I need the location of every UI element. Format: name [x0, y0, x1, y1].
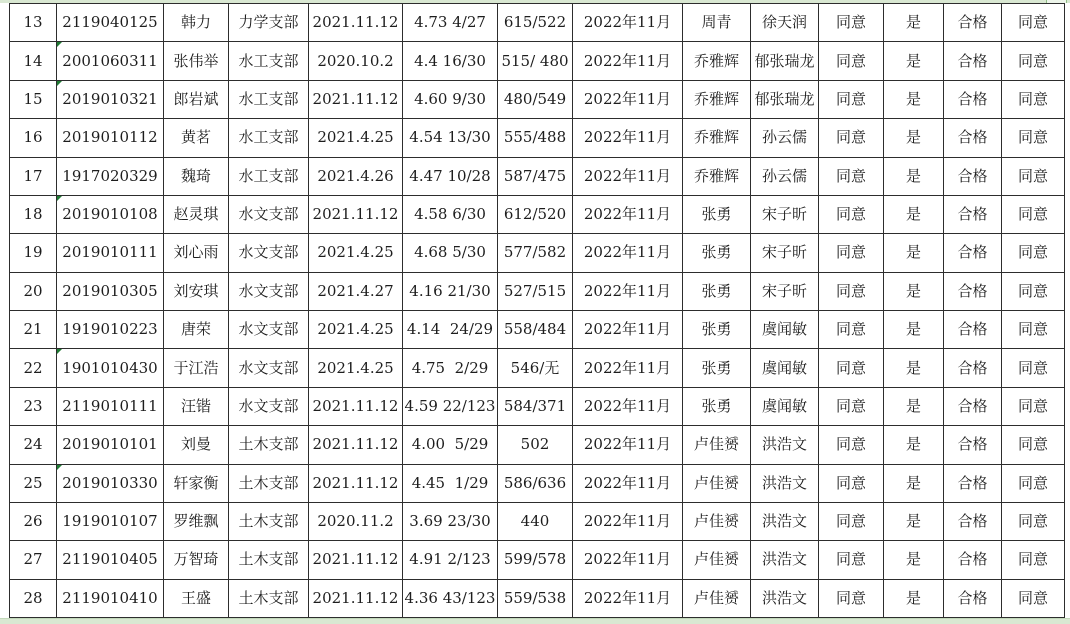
cell-branch[interactable]: 土木支部: [229, 464, 309, 502]
cell-reviewer-2[interactable]: 洪浩文: [751, 579, 819, 617]
cell-student-id[interactable]: 2019010321: [57, 80, 164, 118]
cell-date[interactable]: 2021.4.27: [309, 272, 403, 310]
cell-row-number[interactable]: 23: [10, 387, 57, 425]
cell-gpa-rank[interactable]: 4.45 1/29: [403, 464, 498, 502]
cell-name[interactable]: 魏琦: [164, 157, 229, 195]
cell-reviewer-1[interactable]: 周青: [683, 4, 751, 42]
cell-opinion-2[interactable]: 同意: [1002, 272, 1065, 310]
cell-branch[interactable]: 土木支部: [229, 541, 309, 579]
cell-gpa-rank[interactable]: 4.47 10/28: [403, 157, 498, 195]
cell-date[interactable]: 2021.11.12: [309, 426, 403, 464]
cell-reviewer-1[interactable]: 卢佳赟: [683, 579, 751, 617]
cell-confirmation[interactable]: 是: [884, 119, 944, 157]
cell-review-month[interactable]: 2022年11月: [573, 42, 683, 80]
cell-row-number[interactable]: 24: [10, 426, 57, 464]
cell-reviewer-2[interactable]: 虞闻敏: [751, 387, 819, 425]
cell-branch[interactable]: 水文支部: [229, 349, 309, 387]
cell-reviewer-2[interactable]: 徐天润: [751, 4, 819, 42]
cell-score-pair[interactable]: 440: [498, 502, 573, 540]
cell-reviewer-2[interactable]: 洪浩文: [751, 541, 819, 579]
cell-date[interactable]: 2021.4.25: [309, 119, 403, 157]
cell-student-id[interactable]: 2019010305: [57, 272, 164, 310]
cell-confirmation[interactable]: 是: [884, 464, 944, 502]
cell-student-id[interactable]: 2019010112: [57, 119, 164, 157]
cell-qualification[interactable]: 合格: [944, 579, 1002, 617]
cell-confirmation[interactable]: 是: [884, 502, 944, 540]
cell-qualification[interactable]: 合格: [944, 119, 1002, 157]
cell-name[interactable]: 刘曼: [164, 426, 229, 464]
cell-opinion-2[interactable]: 同意: [1002, 349, 1065, 387]
table-row: [10, 42, 1065, 80]
cell-review-month[interactable]: 2022年11月: [573, 80, 683, 118]
cell-qualification[interactable]: 合格: [944, 541, 1002, 579]
cell-student-id[interactable]: 1917020329: [57, 157, 164, 195]
cell-date[interactable]: 2020.11.2: [309, 502, 403, 540]
cell-reviewer-2[interactable]: 宋子昕: [751, 272, 819, 310]
cell-opinion-1[interactable]: 同意: [819, 195, 884, 233]
cell-qualification[interactable]: 合格: [944, 195, 1002, 233]
cell-branch[interactable]: 水文支部: [229, 234, 309, 272]
table-row: [10, 464, 1065, 502]
cell-gpa-rank[interactable]: 4.73 4/27: [403, 4, 498, 42]
cell-opinion-2[interactable]: 同意: [1002, 42, 1065, 80]
cell-confirmation[interactable]: 是: [884, 387, 944, 425]
cell-student-id[interactable]: 2019010330: [57, 464, 164, 502]
cell-date[interactable]: 2021.4.25: [309, 234, 403, 272]
cell-row-number[interactable]: 22: [10, 349, 57, 387]
cell-confirmation[interactable]: 是: [884, 234, 944, 272]
cell-reviewer-1[interactable]: 卢佳赟: [683, 541, 751, 579]
cell-reviewer-1[interactable]: 卢佳赟: [683, 426, 751, 464]
cell-row-number[interactable]: 18: [10, 195, 57, 233]
cell-score-pair[interactable]: 502: [498, 426, 573, 464]
cell-reviewer-1[interactable]: 张勇: [683, 387, 751, 425]
cell-student-id[interactable]: 2019010108: [57, 195, 164, 233]
cell-confirmation[interactable]: 是: [884, 80, 944, 118]
cell-score-pair[interactable]: 577/582: [498, 234, 573, 272]
cell-row-number[interactable]: 17: [10, 157, 57, 195]
cell-date[interactable]: 2021.11.12: [309, 541, 403, 579]
cell-confirmation[interactable]: 是: [884, 426, 944, 464]
cell-reviewer-2[interactable]: 郁张瑞龙: [751, 80, 819, 118]
cell-name[interactable]: 刘安琪: [164, 272, 229, 310]
table-row: [10, 579, 1065, 617]
cell-name[interactable]: 轩家衡: [164, 464, 229, 502]
cell-reviewer-2[interactable]: 洪浩文: [751, 426, 819, 464]
cell-branch[interactable]: 水工支部: [229, 80, 309, 118]
cell-name[interactable]: 万智琦: [164, 541, 229, 579]
cell-date[interactable]: 2021.4.26: [309, 157, 403, 195]
table-row: [10, 349, 1065, 387]
table-row: [10, 195, 1065, 233]
cell-date[interactable]: 2021.11.12: [309, 195, 403, 233]
cell-reviewer-2[interactable]: 孙云儒: [751, 119, 819, 157]
cell-name[interactable]: 于江浩: [164, 349, 229, 387]
cell-review-month[interactable]: 2022年11月: [573, 579, 683, 617]
cell-score-pair[interactable]: 558/484: [498, 311, 573, 349]
cell-name[interactable]: 郎岩斌: [164, 80, 229, 118]
cell-date[interactable]: 2021.4.25: [309, 311, 403, 349]
cell-reviewer-2[interactable]: 洪浩文: [751, 464, 819, 502]
cell-gpa-rank[interactable]: 4.91 2/123: [403, 541, 498, 579]
cell-confirmation[interactable]: 是: [884, 541, 944, 579]
cell-score-pair[interactable]: 612/520: [498, 195, 573, 233]
cell-branch[interactable]: 水工支部: [229, 157, 309, 195]
cell-row-number[interactable]: 28: [10, 579, 57, 617]
cell-student-id[interactable]: 2019010111: [57, 234, 164, 272]
cell-reviewer-1[interactable]: 乔雅辉: [683, 80, 751, 118]
cell-reviewer-2[interactable]: 宋子昕: [751, 195, 819, 233]
table-row: [10, 387, 1065, 425]
cell-branch[interactable]: 水文支部: [229, 311, 309, 349]
cell-opinion-2[interactable]: 同意: [1002, 579, 1065, 617]
cell-name[interactable]: 王盛: [164, 579, 229, 617]
cell-qualification[interactable]: 合格: [944, 387, 1002, 425]
cell-reviewer-2[interactable]: 郁张瑞龙: [751, 42, 819, 80]
cell-gpa-rank[interactable]: 4.14 24/29: [403, 311, 498, 349]
cell-name[interactable]: 唐荣: [164, 311, 229, 349]
cell-name[interactable]: 赵灵琪: [164, 195, 229, 233]
cell-reviewer-1[interactable]: 卢佳赟: [683, 464, 751, 502]
cell-opinion-1[interactable]: 同意: [819, 426, 884, 464]
cell-branch[interactable]: 水文支部: [229, 195, 309, 233]
cell-row-number[interactable]: 21: [10, 311, 57, 349]
cell-reviewer-1[interactable]: 张勇: [683, 234, 751, 272]
cell-opinion-2[interactable]: 同意: [1002, 426, 1065, 464]
cell-opinion-1[interactable]: 同意: [819, 311, 884, 349]
cell-opinion-2[interactable]: 同意: [1002, 541, 1065, 579]
cell-score-pair[interactable]: 586/636: [498, 464, 573, 502]
cell-qualification[interactable]: 合格: [944, 311, 1002, 349]
cell-date[interactable]: 2021.11.12: [309, 4, 403, 42]
table-row: [10, 119, 1065, 157]
cell-gpa-rank[interactable]: 4.59 22/123: [403, 387, 498, 425]
cell-branch[interactable]: 水工支部: [229, 42, 309, 80]
cell-opinion-1[interactable]: 同意: [819, 42, 884, 80]
cell-confirmation[interactable]: 是: [884, 311, 944, 349]
cell-review-month[interactable]: 2022年11月: [573, 387, 683, 425]
cell-qualification[interactable]: 合格: [944, 4, 1002, 42]
cell-review-month[interactable]: 2022年11月: [573, 195, 683, 233]
cell-name[interactable]: 刘心雨: [164, 234, 229, 272]
cell-gpa-rank[interactable]: 4.60 9/30: [403, 80, 498, 118]
cell-score-pair[interactable]: 599/578: [498, 541, 573, 579]
cell-branch[interactable]: 水文支部: [229, 272, 309, 310]
cell-score-pair[interactable]: 587/475: [498, 157, 573, 195]
cell-reviewer-1[interactable]: 乔雅辉: [683, 119, 751, 157]
cell-qualification[interactable]: 合格: [944, 234, 1002, 272]
cell-review-month[interactable]: 2022年11月: [573, 234, 683, 272]
cell-confirmation[interactable]: 是: [884, 349, 944, 387]
cell-score-pair[interactable]: 615/522: [498, 4, 573, 42]
cell-gpa-rank[interactable]: 4.68 5/30: [403, 234, 498, 272]
cell-review-month[interactable]: 2022年11月: [573, 349, 683, 387]
cell-qualification[interactable]: 合格: [944, 426, 1002, 464]
cell-confirmation[interactable]: 是: [884, 4, 944, 42]
cell-student-id[interactable]: 2119010405: [57, 541, 164, 579]
cell-reviewer-2[interactable]: 虞闻敏: [751, 311, 819, 349]
cell-qualification[interactable]: 合格: [944, 42, 1002, 80]
cell-name[interactable]: 汪锴: [164, 387, 229, 425]
cell-row-number[interactable]: 20: [10, 272, 57, 310]
cell-student-id[interactable]: 1919010107: [57, 502, 164, 540]
cell-confirmation[interactable]: 是: [884, 579, 944, 617]
cell-name[interactable]: 罗维飘: [164, 502, 229, 540]
cell-student-id[interactable]: 1919010223: [57, 311, 164, 349]
cell-gpa-rank[interactable]: 4.36 43/123: [403, 579, 498, 617]
cell-student-id[interactable]: 2019010101: [57, 426, 164, 464]
table-row: [10, 234, 1065, 272]
cell-confirmation[interactable]: 是: [884, 157, 944, 195]
cell-opinion-1[interactable]: 同意: [819, 4, 884, 42]
cell-gpa-rank[interactable]: 4.16 21/30: [403, 272, 498, 310]
cell-reviewer-1[interactable]: 张勇: [683, 195, 751, 233]
cell-review-month[interactable]: 2022年11月: [573, 119, 683, 157]
cell-row-number[interactable]: 25: [10, 464, 57, 502]
data-table: [9, 3, 1065, 618]
cell-opinion-1[interactable]: 同意: [819, 119, 884, 157]
table-row: [10, 541, 1065, 579]
cell-date[interactable]: 2021.11.12: [309, 387, 403, 425]
cell-qualification[interactable]: 合格: [944, 502, 1002, 540]
cell-gpa-rank[interactable]: 3.69 23/30: [403, 502, 498, 540]
cell-row-number[interactable]: 14: [10, 42, 57, 80]
cell-gpa-rank[interactable]: 4.58 6/30: [403, 195, 498, 233]
cell-opinion-2[interactable]: 同意: [1002, 234, 1065, 272]
cell-score-pair[interactable]: 546/无: [498, 349, 573, 387]
cell-opinion-2[interactable]: 同意: [1002, 157, 1065, 195]
cell-score-pair[interactable]: 559/538: [498, 579, 573, 617]
cell-reviewer-1[interactable]: 乔雅辉: [683, 42, 751, 80]
cell-opinion-1[interactable]: 同意: [819, 349, 884, 387]
cell-qualification[interactable]: 合格: [944, 272, 1002, 310]
cell-opinion-1[interactable]: 同意: [819, 234, 884, 272]
cell-student-id[interactable]: 2119010111: [57, 387, 164, 425]
cell-confirmation[interactable]: 是: [884, 195, 944, 233]
table-row: [10, 4, 1065, 42]
cell-reviewer-2[interactable]: 孙云儒: [751, 157, 819, 195]
cell-opinion-2[interactable]: 同意: [1002, 195, 1065, 233]
cell-qualification[interactable]: 合格: [944, 157, 1002, 195]
cell-qualification[interactable]: 合格: [944, 464, 1002, 502]
cell-student-id[interactable]: 2119010410: [57, 579, 164, 617]
cell-opinion-2[interactable]: 同意: [1002, 502, 1065, 540]
cell-date[interactable]: 2021.11.12: [309, 80, 403, 118]
cell-branch[interactable]: 土木支部: [229, 426, 309, 464]
cell-opinion-1[interactable]: 同意: [819, 502, 884, 540]
cell-qualification[interactable]: 合格: [944, 80, 1002, 118]
cell-opinion-2[interactable]: 同意: [1002, 4, 1065, 42]
cell-review-month[interactable]: 2022年11月: [573, 157, 683, 195]
cell-opinion-1[interactable]: 同意: [819, 272, 884, 310]
cell-review-month[interactable]: 2022年11月: [573, 464, 683, 502]
cell-review-month[interactable]: 2022年11月: [573, 4, 683, 42]
cell-student-id[interactable]: 1901010430: [57, 349, 164, 387]
cell-branch[interactable]: 土木支部: [229, 579, 309, 617]
table-row: [10, 157, 1065, 195]
cell-date[interactable]: 2021.11.12: [309, 579, 403, 617]
cell-opinion-2[interactable]: 同意: [1002, 119, 1065, 157]
cell-review-month[interactable]: 2022年11月: [573, 541, 683, 579]
table-row: [10, 426, 1065, 464]
cell-reviewer-2[interactable]: 洪浩文: [751, 502, 819, 540]
cell-row-number[interactable]: 13: [10, 4, 57, 42]
cell-reviewer-1[interactable]: 张勇: [683, 272, 751, 310]
cell-opinion-2[interactable]: 同意: [1002, 464, 1065, 502]
cell-opinion-1[interactable]: 同意: [819, 387, 884, 425]
table-row: [10, 311, 1065, 349]
table-body: [10, 4, 1065, 618]
cell-date[interactable]: 2021.11.12: [309, 464, 403, 502]
cell-student-id[interactable]: 2001060311: [57, 42, 164, 80]
cell-date[interactable]: 2020.10.2: [309, 42, 403, 80]
cell-review-month[interactable]: 2022年11月: [573, 311, 683, 349]
cell-opinion-1[interactable]: 同意: [819, 80, 884, 118]
cell-name[interactable]: 黄茗: [164, 119, 229, 157]
cell-reviewer-1[interactable]: 乔雅辉: [683, 157, 751, 195]
cell-reviewer-1[interactable]: 张勇: [683, 349, 751, 387]
cell-opinion-1[interactable]: 同意: [819, 157, 884, 195]
cell-reviewer-2[interactable]: 虞闻敏: [751, 349, 819, 387]
cell-name[interactable]: 韩力: [164, 4, 229, 42]
cell-confirmation[interactable]: 是: [884, 42, 944, 80]
cell-branch[interactable]: 水文支部: [229, 387, 309, 425]
cell-opinion-1[interactable]: 同意: [819, 464, 884, 502]
cell-branch[interactable]: 土木支部: [229, 502, 309, 540]
row-below-green-fill: [0, 618, 1070, 624]
cell-date[interactable]: 2021.4.25: [309, 349, 403, 387]
table-row: [10, 502, 1065, 540]
cell-review-month[interactable]: 2022年11月: [573, 502, 683, 540]
cell-score-pair[interactable]: 555/488: [498, 119, 573, 157]
cell-gpa-rank[interactable]: 4.54 13/30: [403, 119, 498, 157]
cell-score-pair[interactable]: 480/549: [498, 80, 573, 118]
cell-row-number[interactable]: 26: [10, 502, 57, 540]
cell-row-number[interactable]: 27: [10, 541, 57, 579]
table-row: [10, 272, 1065, 310]
cell-row-number[interactable]: 19: [10, 234, 57, 272]
cell-opinion-1[interactable]: 同意: [819, 579, 884, 617]
cell-reviewer-1[interactable]: 张勇: [683, 311, 751, 349]
cell-reviewer-2[interactable]: 宋子昕: [751, 234, 819, 272]
cell-opinion-2[interactable]: 同意: [1002, 311, 1065, 349]
cell-confirmation[interactable]: 是: [884, 272, 944, 310]
cell-review-month[interactable]: 2022年11月: [573, 272, 683, 310]
cell-qualification[interactable]: 合格: [944, 349, 1002, 387]
cell-branch[interactable]: 水工支部: [229, 119, 309, 157]
cell-score-pair[interactable]: 515/ 480: [498, 42, 573, 80]
cell-reviewer-1[interactable]: 卢佳赟: [683, 502, 751, 540]
cell-opinion-1[interactable]: 同意: [819, 541, 884, 579]
table-row: [10, 80, 1065, 118]
cell-opinion-2[interactable]: 同意: [1002, 80, 1065, 118]
cell-review-month[interactable]: 2022年11月: [573, 426, 683, 464]
cell-gpa-rank[interactable]: 4.4 16/30: [403, 42, 498, 80]
cell-branch[interactable]: 力学支部: [229, 4, 309, 42]
cell-opinion-2[interactable]: 同意: [1002, 387, 1065, 425]
cell-row-number[interactable]: 16: [10, 119, 57, 157]
cell-score-pair[interactable]: 584/371: [498, 387, 573, 425]
cell-name[interactable]: 张伟举: [164, 42, 229, 80]
cell-score-pair[interactable]: 527/515: [498, 272, 573, 310]
cell-gpa-rank[interactable]: 4.00 5/29: [403, 426, 498, 464]
cell-gpa-rank[interactable]: 4.75 2/29: [403, 349, 498, 387]
cell-student-id[interactable]: 2119040125: [57, 4, 164, 42]
cell-row-number[interactable]: 15: [10, 80, 57, 118]
